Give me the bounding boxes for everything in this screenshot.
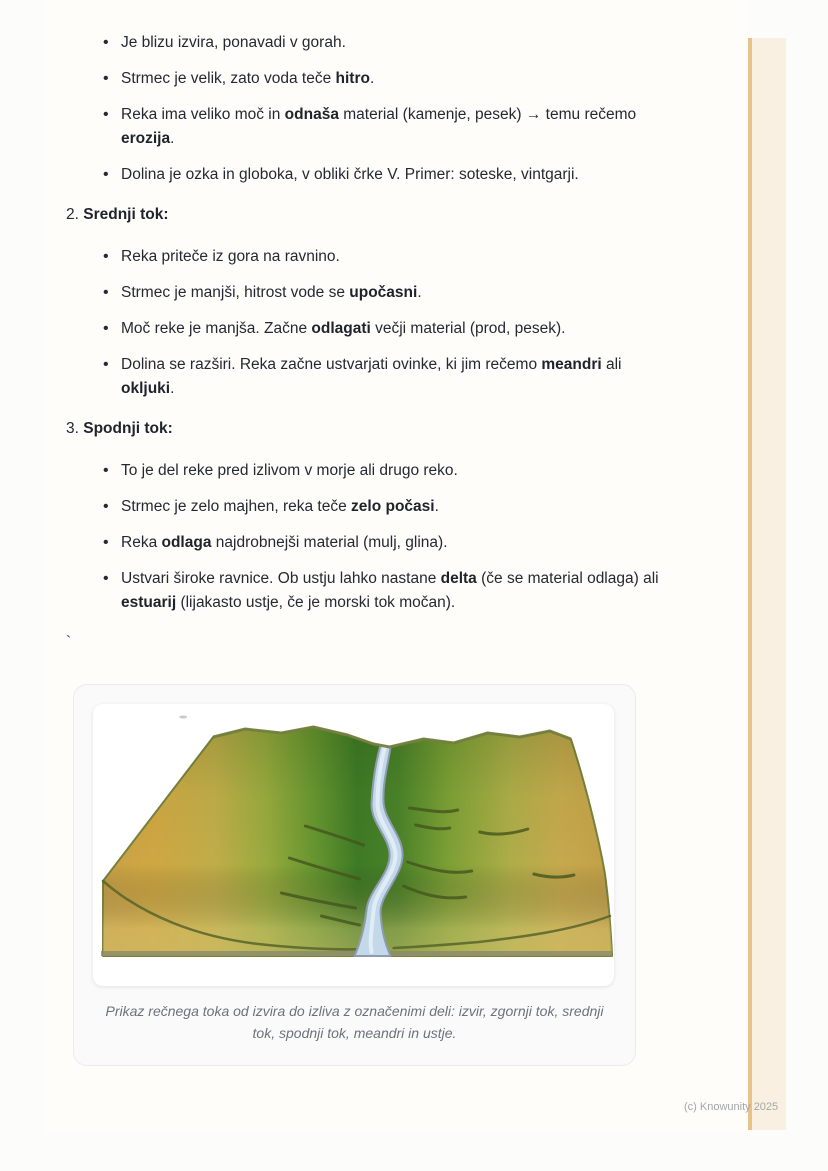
list-item: • Reka odlaga najdrobnejši material (mulj, glina).: [66, 531, 661, 555]
section-heading-spodnji-tok: [66, 417, 661, 441]
list-item: • Strmec je velik, zato voda teče hitro.: [66, 67, 661, 91]
page-margin-band: [752, 38, 786, 1130]
figure-card: [73, 684, 636, 1066]
list-item: • To je del reke pred izlivom v morje ali drugo reko.: [66, 459, 661, 483]
bullet-list-middle-course: [66, 245, 661, 401]
section-number: 2.: [66, 206, 79, 223]
copyright-watermark: (c) Knowunity 2025: [684, 1101, 779, 1113]
list-item: • Je blizu izvira, ponavadi v gorah.: [66, 31, 661, 55]
figure-caption: Prikaz rečnega toka od izvira do izliva z označenimi deli: izvir, zgornji tok, srednji tok, spodnji tok, meandri in ustje.: [105, 1003, 604, 1041]
list-item: • Strmec je manjši, hitrost vode se upočasni.: [66, 281, 661, 305]
section-title: Srednji tok:: [83, 206, 169, 223]
bullet-list-lower-course: [66, 459, 661, 615]
stray-character: `: [66, 634, 72, 651]
section-title: Spodnji tok:: [83, 420, 173, 437]
document-body: [66, 31, 661, 1066]
river-terrain-illustration: [93, 704, 614, 986]
section-heading-srednji-tok: [66, 203, 661, 227]
page-edge-accent-line: [748, 38, 752, 1130]
list-item: • Dolina se razširi. Reka začne ustvarjati ovinke, ki jim rečemo meandri ali okljuki.: [66, 353, 661, 401]
section-number: 3.: [66, 420, 79, 437]
list-item: • Moč reke je manjša. Začne odlagati večji material (prod, pesek).: [66, 317, 661, 341]
list-item: • Strmec je zelo majhen, reka teče zelo počasi.: [66, 495, 661, 519]
bullet-list-upper-course: [66, 31, 661, 187]
list-item: • Ustvari široke ravnice. Ob ustju lahko nastane delta (če se material odlaga) ali estuarij (lijakasto ustje, če je morski tok močan).: [66, 567, 661, 615]
list-item: • Reka ima veliko moč in odnaša material (kamenje, pesek) → temu rečemo erozija.: [66, 103, 661, 151]
river-terrain-image[interactable]: [93, 704, 614, 986]
list-item: • Reka priteče iz gora na ravnino.: [66, 245, 661, 269]
list-item: • Dolina je ozka in globoka, v obliki črke V. Primer: soteske, vintgarji.: [66, 163, 661, 187]
image-artifact-speck: [179, 716, 187, 719]
